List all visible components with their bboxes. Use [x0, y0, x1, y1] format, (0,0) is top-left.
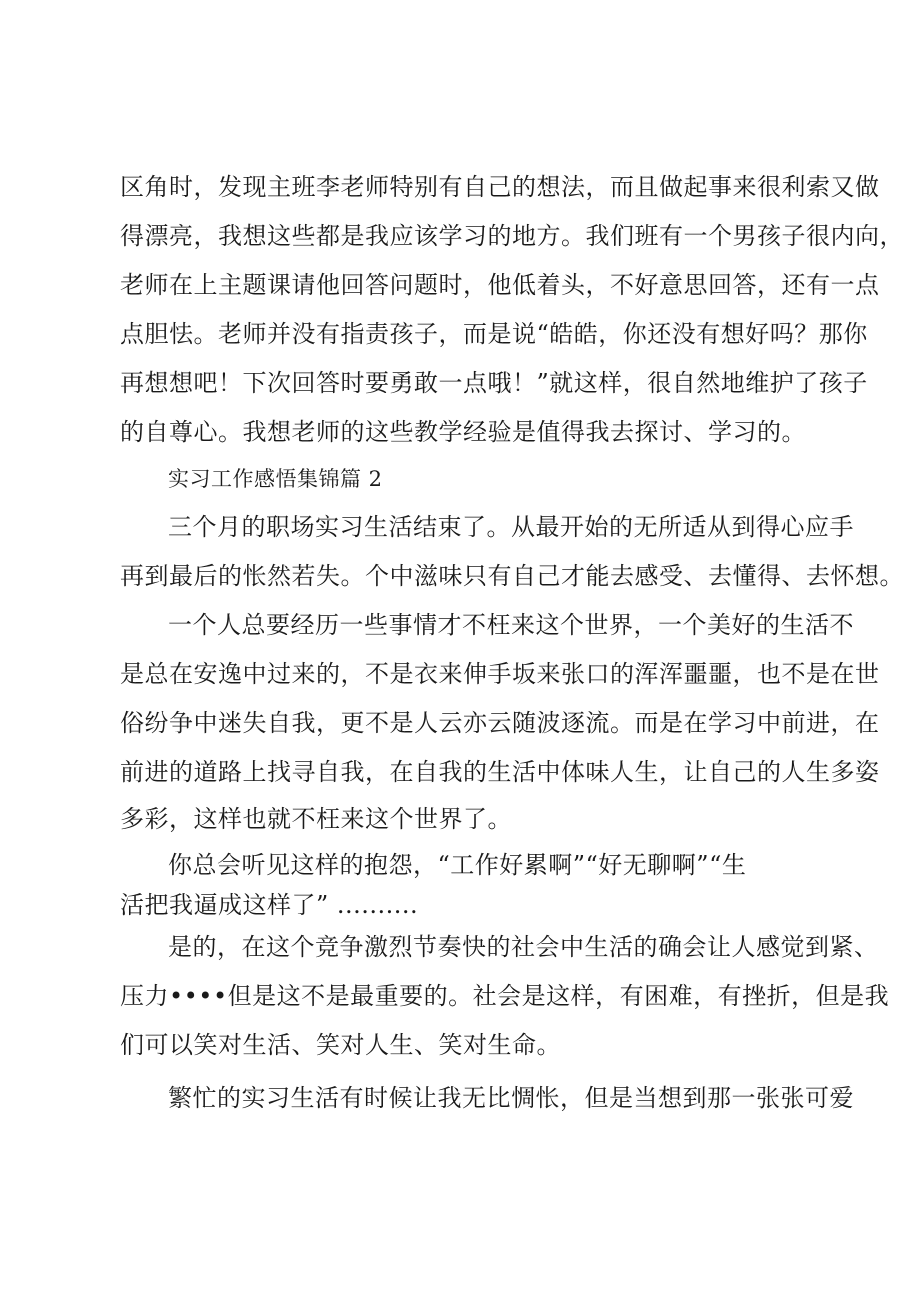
section-heading: 实习工作感悟集锦篇 2	[168, 467, 383, 491]
paragraph-line: 是的，在这个竞争激烈节奏快的社会中生活的确会让人感觉到紧、	[168, 933, 879, 961]
paragraph-line: 繁忙的实习生活有时候让我无比惆怅，但是当想到那一张张可爱	[168, 1084, 854, 1112]
paragraph-line: 俗纷争中迷失自我，更不是人云亦云随波逐流。而是在学习中前进，在	[120, 709, 880, 737]
paragraph-line: 压力••••但是这不是最重要的。社会是这样，有困难，有挫折，但是我	[120, 982, 890, 1010]
paragraph-line: 区角时，发现主班李老师特别有自己的想法，而且做起事来很利索又做	[120, 173, 880, 201]
paragraph-line: 一个人总要经历一些事情才不枉来这个世界，一个美好的生活不	[168, 611, 854, 639]
paragraph-line: 多彩，这样也就不枉来这个世界了。	[120, 805, 512, 833]
paragraph-line: 老师在上主题课请他回答问题时，他低着头，不好意思回答，还有一点	[120, 271, 880, 299]
paragraph-line: 是总在安逸中过来的，不是衣来伸手坂来张口的浑浑噩噩，也不是在世	[120, 660, 880, 688]
paragraph-line: 得漂亮，我想这些都是我应该学习的地方。我们班有一个男孩子很内向，	[120, 222, 904, 250]
paragraph-line: 再想想吧！下次回答时要勇敢一点哦！”就这样，很自然地维护了孩子	[120, 369, 868, 397]
paragraph-line: 你总会听见这样的抱怨，“工作好累啊”“好无聊啊”“生	[168, 851, 747, 879]
paragraph-line: 再到最后的怅然若失。个中滋味只有自己才能去感受、去懂得、去怀想。	[120, 562, 904, 590]
paragraph-line: 前进的道路上找寻自我，在自我的生活中体味人生，让自己的人生多姿	[120, 758, 880, 786]
paragraph-line: 活把我逼成这样了” ..........	[120, 891, 419, 919]
paragraph-line: 点胆怯。老师并没有指责孩子，而是说“皓皓，你还没有想好吗？那你	[120, 320, 868, 348]
paragraph-line: 们可以笑对生活、笑对人生、笑对生命。	[120, 1031, 561, 1059]
paragraph-line: 三个月的职场实习生活结束了。从最开始的无所适从到得心应手	[168, 513, 854, 541]
paragraph-line: 的自尊心。我想老师的这些教学经验是值得我去探讨、学习的。	[120, 418, 806, 446]
